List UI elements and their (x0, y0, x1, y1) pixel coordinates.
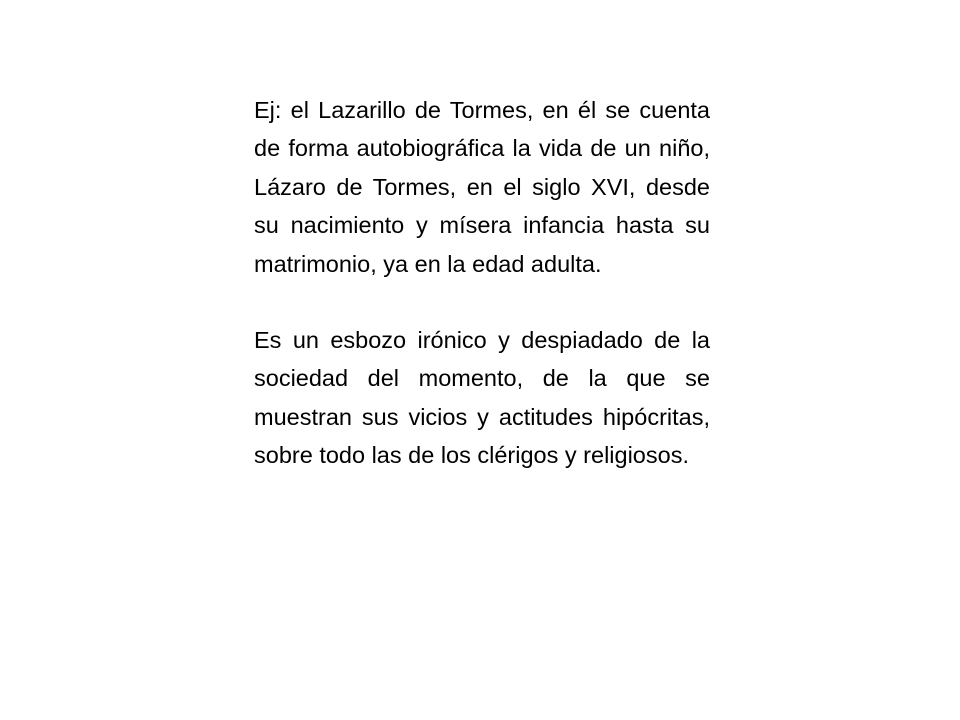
paragraph-lazarillo-summary: Ej: el Lazarillo de Tormes, en él se cuenta de forma autobiográfica la vida de un niño, Lázaro de Tormes, en el siglo XVI, desde su nacimiento y mísera infancia hasta su matrimonio, ya en la edad adulta. (254, 97, 710, 277)
slide-text-body (254, 91, 710, 475)
paragraph-satire-description: Es un esbozo irónico y despiadado de la sociedad del momento, de la que se muestran sus vicios y actitudes hipócritas, sobre todo las de los clérigos y religiosos. (254, 327, 710, 469)
